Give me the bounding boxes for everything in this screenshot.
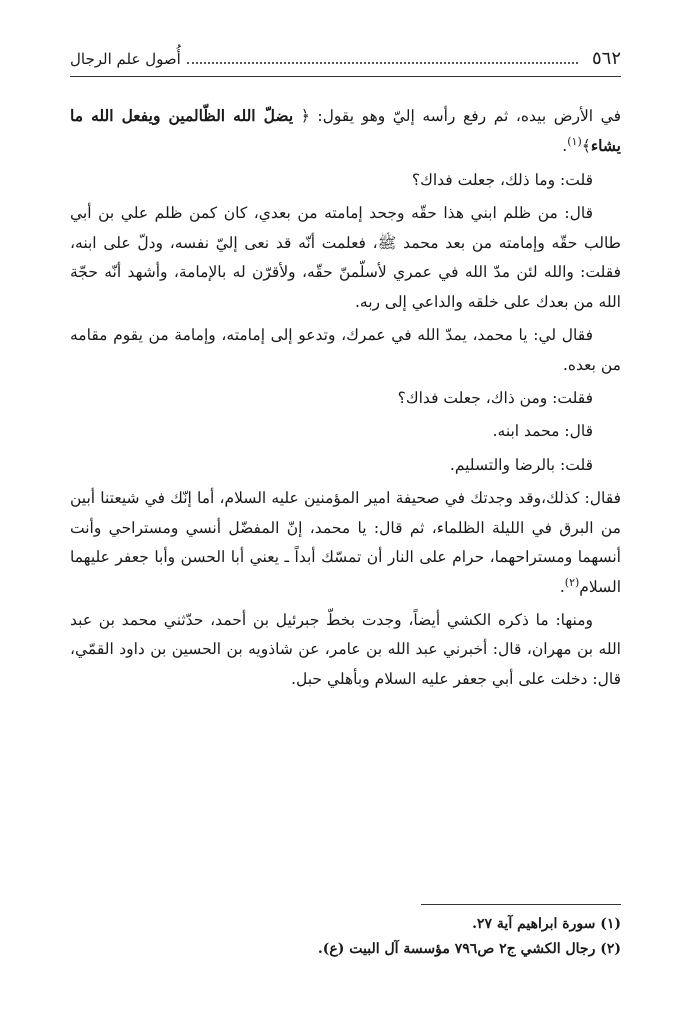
header-leader-dots — [187, 62, 578, 64]
main-text — [70, 101, 621, 694]
paragraph: ومنها: ما ذكره الكشي أيضاً، وجدت بخطّ جبرئيل بن أحمد، حدّثني محمد بن عبد الله بن مهران، قال: أخبرني عبد الله بن عامر، عن شاذويه بن الحسين بن داود القمّي، قال: دخلت على أبي جعفر عليه السلام وبأهلي حبل. — [70, 611, 621, 688]
quran-verse: يضلّ الله الظّالمين ويفعل الله ما يشاء — [70, 106, 621, 156]
paragraph: قال: من ظلم ابني هذا حقّه وجحد إمامته من بعدي، كان كمن ظلم علي بن أبي طالب حقّه وإمامته من بعد محمد ﷺ، فعلمت أنّه قد نعى إليّ نفسه، ودلّ على ابنه، فقلت: والله لئن مدّ الله في عمري لأسلّمنّ حقّه، ولأقرّن له بالإمامة، وأشهد أنّه حجّة الله من بعدك على خلقه والداعي إلى ربه. — [70, 204, 622, 311]
page-number: ٥٦٢ — [591, 48, 621, 69]
running-header — [70, 48, 621, 77]
paragraph: قلت: وما ذلك، جعلت فداك؟ — [411, 170, 593, 189]
footnote-separator — [421, 904, 621, 905]
footnote: (٢) رجال الكشي ج٢ ص٧٩٦ مؤسسة آل البيت (ع). — [317, 940, 621, 957]
footnote-ref: (٢) — [564, 575, 580, 589]
book-page — [70, 48, 621, 977]
footnote-ref: (١) — [567, 135, 582, 149]
paragraph: قال: محمد ابنه. — [492, 422, 593, 441]
paragraph: في الأرض بيده، ثم رفع رأسه إليّ وهو يقول: ﴿ يضلّ الله الظّالمين ويفعل الله ما يشاء﴾$^{(١)}$. — [70, 106, 621, 156]
paragraph: فقال: كذلك،وقد وجدتك في صحيفة امير المؤمنين عليه السلام، أما إنّك في شيعتنا أبين من البرق في الليلة الظلماء، ثم قال: يا محمد، إنّ المفضّل أنسي ومستراحي وأنت أنسهما ومستراحهما، حرام على النار أن تمسّك أبداً ـ يعني أبا الحسن وأبا جعفر عليهما السلام$^{(٢)}$. — [70, 489, 621, 596]
paragraph: قلت: بالرضا والتسليم. — [449, 455, 593, 474]
paragraph: فقلت: ومن ذاك، جعلت فداك؟ — [397, 388, 593, 407]
footnotes — [70, 912, 621, 961]
running-title: أُصول علم الرجال — [70, 50, 181, 68]
paragraph: فقال لي: يا محمد، يمدّ الله في عمرك، وتدعو إلى إمامته، وإمامة من يقوم مقامه من بعده. — [70, 326, 621, 374]
footnote: (١) سورة ابراهيم آية ٢٧. — [472, 916, 621, 932]
